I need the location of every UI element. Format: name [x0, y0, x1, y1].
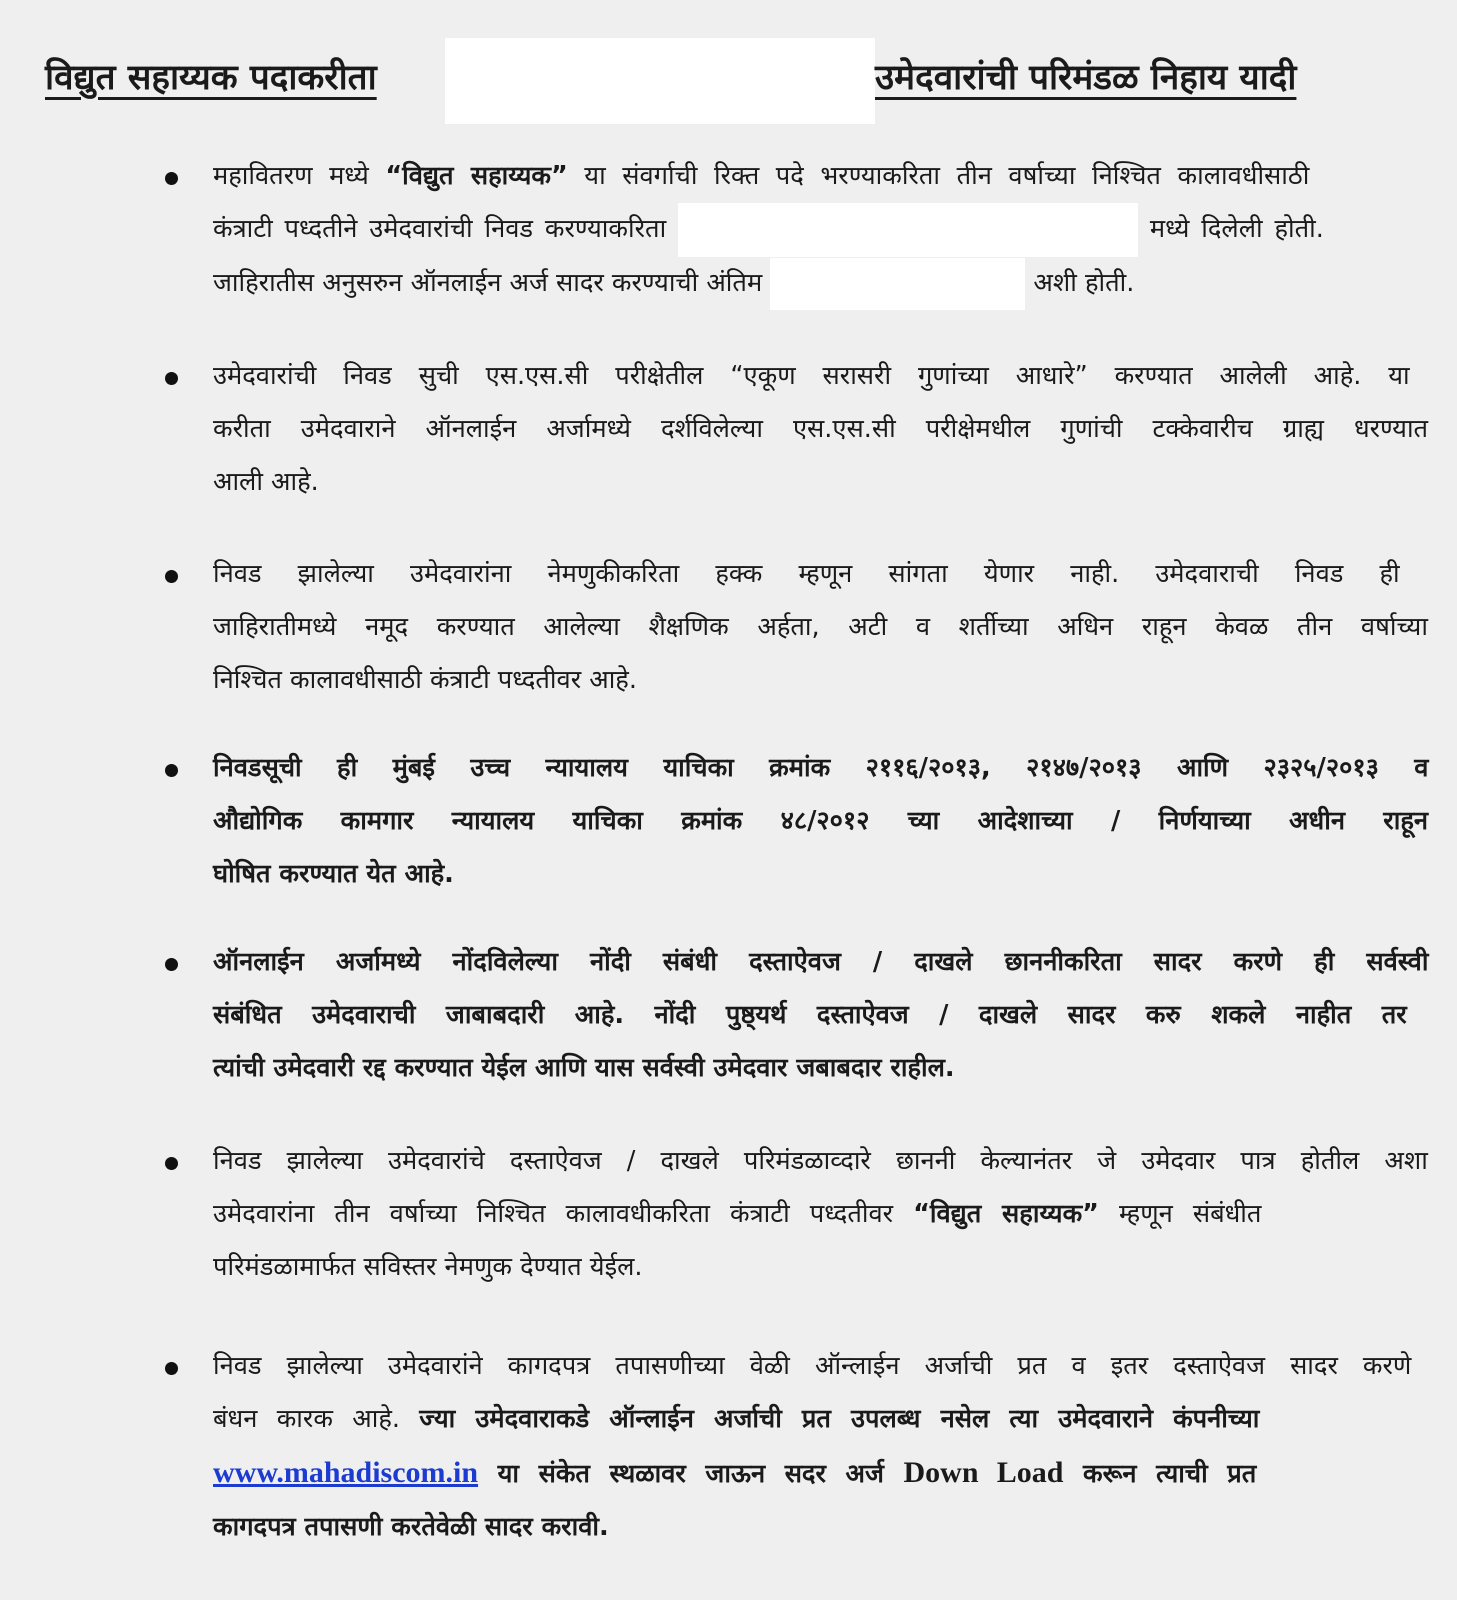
bullet-icon — [165, 958, 178, 971]
heading-right: उमेदवारांची परिमंडळ निहाय यादी — [875, 58, 1297, 98]
bullet-icon — [165, 1157, 178, 1170]
paragraph: निवड झालेल्या उमेदवारांने कागदपत्र तपासणीच्या वेळी ऑन्लाईन अर्जाची प्रत व इतर दस्ताऐवज सादर करणे बंधन कारक आहे. ज्या उमेदवाराकडे ऑन्लाईन अर्जाची प्रत उपलब्ध नसेल त्या उमेदवाराने कंपनीच्या www.mahadiscom.in या संकेत स्थळावर जाऊन सदर अर्ज Down Load करून त्याची प्रत कागदपत्र तपासणी करतेवेळी सादर करावी. — [213, 1351, 1412, 1542]
bullet-icon — [165, 172, 178, 185]
paragraph: निवडसूची ही मुंबई उच्च न्यायालय याचिका क्रमांक २११६/२०१३, २१४७/२०१३ आणि २३२५/२०१३ व औद्योगिक कामगार न्यायालय याचिका क्रमांक ४८/२०१२ च्या आदेशाच्या / निर्णयाच्या अधीन राहून घोषित करण्यात येत आहे. — [213, 753, 1429, 889]
bullet-icon — [165, 570, 178, 583]
website-link[interactable]: www.mahadiscom.in — [213, 1456, 479, 1489]
bullet-icon — [165, 372, 178, 385]
paragraph: निवड झालेल्या उमेदवारांचे दस्ताऐवज / दाखले परिमंडळाव्दारे छाननी केल्यानंतर जे उमेदवार पात्र होतील अशा उमेदवारांना तीन वर्षाच्या निश्चित कालावधीकरिता कंत्राटी पध्दतीवर “विद्युत सहाय्यक” म्हणून संबंधीत परिमंडळामार्फत सविस्तर नेमणुक देण्यात येईल. — [213, 1146, 1428, 1282]
paragraph: निवड झालेल्या उमेदवारांना नेमणुकीकरिता हक्क म्हणून सांगता येणार नाही. उमेदवाराची निवड ही जाहिरातीमध्ये नमूद करण्यात आलेल्या शैक्षणिक अर्हता, अटी व शर्तीच्या अधिन राहून केवळ तीन वर्षाच्या निश्चित कालावधीसाठी कंत्राटी पध्दतीवर आहे. — [213, 559, 1428, 695]
redaction-block — [770, 258, 1025, 310]
bullet-icon — [165, 764, 178, 777]
paragraph: ऑनलाईन अर्जामध्ये नोंदविलेल्या नोंदी संबंधी दस्ताऐवज / दाखले छाननीकरिता सादर करणे ही सर्वस्वी संबंधित उमेदवाराची जाबाबदारी आहे. नोंदी पुष्ठ्यर्थ दस्ताऐवज / दाखले सादर करु शकले नाहीत तर त्यांची उमेदवारी रद्द करण्यात येईल आणि यास सर्वस्वी उमेदवार जबाबदार राहील. — [213, 947, 1429, 1083]
heading-left: विद्युत सहाय्यक पदाकरीता — [45, 58, 377, 98]
redaction-block — [445, 38, 875, 124]
paragraph: महावितरण मध्ये “विद्युत सहाय्यक” या संवर्गाची रिक्त पदे भरण्याकरिता तीन वर्षाच्या निश्चित कालावधीसाठी कंत्राटी पध्दतीने उमेदवारांची निवड करण्याकरिता मध्ये दिलेली होती. जाहिरातीस अनुसरुन ऑनलाईन अर्ज सादर करण्याची अंतिम अशी होती. — [213, 150, 1428, 310]
bullet-icon — [165, 1362, 178, 1375]
paragraph: उमेदवारांची निवड सुची एस.एस.सी परीक्षेतील “एकूण सरासरी गुणांच्या आधारे” करण्यात आलेली आहे. या करीता उमेदवाराने ऑनलाईन अर्जामध्ये दर्शविलेल्या एस.एस.सी परीक्षेमधील गुणांची टक्केवारीच ग्राह्य धरण्यात आली आहे. — [213, 361, 1429, 497]
redaction-block — [678, 203, 1138, 257]
